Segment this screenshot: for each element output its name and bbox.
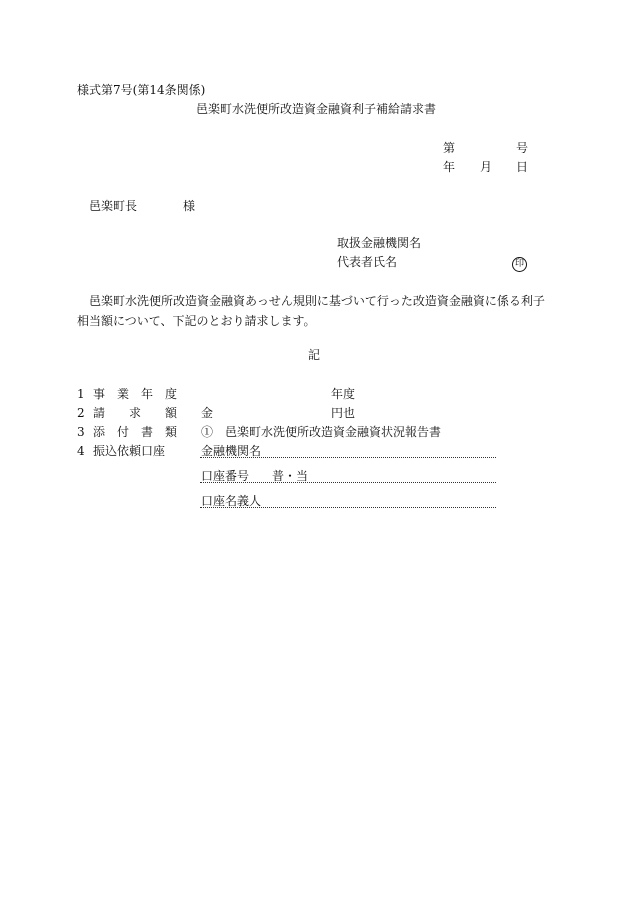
bank-name-line (200, 457, 496, 458)
item-4-label: 振込依頼口座 (93, 444, 166, 458)
account-type-label: 普・当 (272, 469, 309, 483)
day-label: 日 (516, 160, 529, 174)
account-number-label: 口座番号 (201, 469, 250, 483)
institution-label: 取扱金融機関名 (337, 236, 422, 250)
month-label: 月 (480, 160, 493, 174)
account-holder-line (200, 507, 496, 508)
addressee-name: 邑楽町長 (89, 199, 138, 213)
item-2-value-prefix: 金 (201, 406, 214, 420)
item-3-number: 3 (77, 425, 85, 439)
account-number-line (200, 482, 496, 483)
item-3-value: ① 邑楽町水洗便所改造資金融資状況報告書 (201, 425, 442, 439)
item-4-number: 4 (77, 444, 85, 458)
addressee-honorific: 様 (183, 199, 196, 213)
dai-label: 第 (443, 141, 456, 155)
item-1-label: 事 業 年 度 (93, 387, 178, 401)
item-2-number: 2 (77, 406, 85, 420)
go-label: 号 (516, 141, 529, 155)
year-label: 年 (443, 160, 456, 174)
bank-name-label: 金融機関名 (201, 444, 262, 458)
document-title: 邑楽町水洗便所改造資金融資利子補給請求書 (196, 102, 437, 116)
seal-mark (512, 255, 527, 272)
seal-icon: 印 (512, 257, 527, 272)
item-2-label: 請 求 額 (93, 406, 178, 420)
form-number: 様式第7号(第14条関係) (77, 83, 206, 97)
item-2-value-suffix: 円也 (331, 406, 356, 420)
item-3-label: 添 付 書 類 (93, 425, 178, 439)
ki-heading: 記 (308, 348, 321, 362)
item-1-value-suffix: 年度 (331, 387, 356, 401)
account-holder-label: 口座名義人 (201, 494, 262, 508)
representative-label: 代表者氏名 (337, 255, 398, 269)
item-1-number: 1 (77, 387, 85, 401)
request-body-text: 邑楽町水洗便所改造資金融資あっせん規則に基づいて行った改造資金融資に係る利子相当額について、下記のとおり請求します。 (77, 294, 545, 328)
